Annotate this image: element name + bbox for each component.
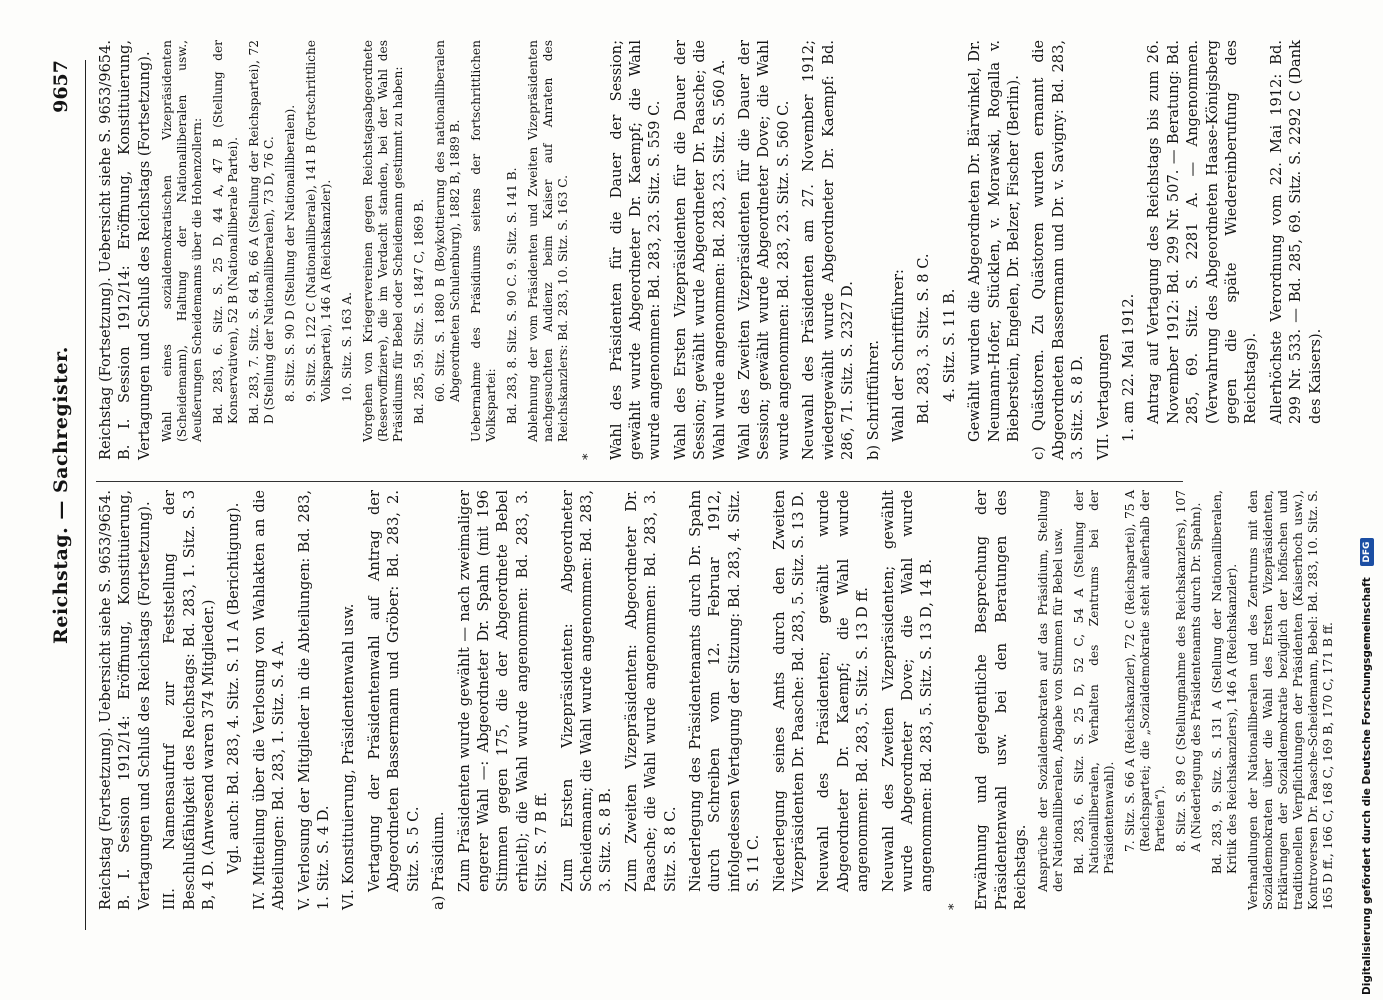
section-b-heading: b) Schriftführer. (864, 340, 882, 460)
left-column (96, 490, 1343, 910)
item-iii: III. Namensaufruf zur Feststellung der Beschlußfähigkeit des Reichstags: Bd. 283, 1. Sitz. S. 3 B, 4 D. (Anwesend waren 374 Mitglieder.) (161, 490, 218, 910)
uebernahme-entry: Uebernahme des Präsidiums seitens der fortschrittlichen Volkspartei: (469, 40, 499, 442)
reference-entry: Bd. 283, 9. Sitz. S. 131 A (Stellung der Nationalliberalen, Kritik des Reichskanzlers), 146 A (Reichskanzler). (1210, 490, 1240, 874)
reference-entry: 8. Sitz. S. 89 C (Stellungnahme des Reichskanzlers), 107 A (Niederlegung des Präsidentenamts durch Dr. Spahn). (1174, 490, 1204, 852)
presidium-entry: Zum Zweiten Vizepräsidenten: Abgeordneter Dr. Paasche; die Wahl wurde angenommen: Bd. 283, 3. Sitz. S. 8 C. (622, 490, 679, 892)
presidium-entry: Zum Ersten Vizepräsidenten: Abgeordneter Scheidemann; die Wahl wurde angenommen: Bd. 283, 3. Sitz. S. 8 B. (558, 490, 615, 892)
verhandlungen-entry: Verhandlungen der Nationalliberalen und des Zentrums mit den Sozialdemokraten über die Wahl des Ersten Vizepräsidenten, Erklärungen der Sozialdemokratie bezüglich der höfischen und traditionellen Verpflichtungen der Präsidenten (Kaiserhoch usw.), Kontroversen Dr. Paasche-Scheidemann, Bebel: Bd. 283, 10. Sitz. S. 165 D ff., 166 C, 168 C, 169 B, 170 C, 171 B ff. (1246, 490, 1336, 910)
reference-entry: Bd. 285, 59. Sitz. S. 1847 C, 1869 B. (412, 199, 427, 424)
reference-entry: Bd. 283, 8. Sitz. S. 90 C. 9. Sitz. S. 141 B. (505, 167, 520, 424)
wahl-entry: Wahl eines sozialdemokratischen Vizepräsidenten (Scheidemann), Haltung der Nationalliberalen usw., Aeußerungen Scheidemanns über die Hohenzollern: (160, 40, 205, 442)
item-v: V. Verlosung der Mitglieder in die Abteilungen: Bd. 283, 1. Sitz. S. 4 D. (295, 490, 333, 910)
page-number: 9657 (50, 60, 72, 113)
vii-1-heading: 1. am 22. Mai 1912. (1119, 293, 1137, 442)
page-title: Reichstag. — Sachregister. (50, 346, 72, 644)
page-header (50, 60, 86, 930)
wahl-praesident-entry: Wahl des Präsidenten für die Dauer der Session; gewählt wurde Abgeordneter Dr. Kaempf; die Wahl wurde angenommen: Bd. 283, 23. Sitz. S. 559 C. (607, 40, 664, 460)
reference-entry: Bd. 283, 6. Sitz. S. 25 D, 52 C, 54 A (Stellung der Nationalliberalen, Verhalten des Zentrums bei der Präsidentenwahl). (1072, 490, 1117, 874)
right-intro: Reichstag (Fortsetzung). Uebersicht siehe S. 9653/9654. B. I. Session 1912/14: Eröffnung, Konstituierung, Vertagungen und Schluß des Reichstags (Fortsetzung). (97, 40, 153, 460)
neuwahl-entry: Neuwahl des Präsidenten am 27. November 1912; wiedergewählt wurde Abgeordneter Dr. Kaempf: Bd. 286, 71. Sitz. S. 2327 D. (800, 40, 857, 460)
reference-entry: Bd. 283, 7. Sitz. S. 64 B, 66 A (Stellung der Reichspartei), 72 D (Stellung der Nationalliberalen), 73 D, 76 C. (247, 40, 277, 424)
header-rule (85, 60, 86, 930)
presidium-entry: Neuwahl des Präsidenten; gewählt wurde Abgeordneter Dr. Kaempf; die Wahl wurde angenommen: Bd. 283, 5. Sitz. S. 13 D ff. (815, 490, 872, 892)
ansprache-entry: Ansprüche der Sozialdemokraten auf das Präsidium, Stellung der Nationalliberalen, Abgabe von Stimmen für Bebel usw. (1036, 490, 1066, 892)
reference-entry: 10. Sitz. S. 163 A. (340, 291, 355, 402)
schriftfuehrer-wahl: Wahl der Schriftführer: (889, 269, 907, 442)
reference-entry: 8. Sitz. S. 90 D (Stellung der Nationalliberalen). (283, 104, 298, 402)
vertagung-antrag-entry: Antrag auf Vertagung des Reichstags bis zum 26. November 1912: Bd. 299 Nr. 507. — Beratung: Bd. 285, 69. Sitz. S. 2281 A. — Angenommen. (Verwahrung des Abgeordneten Haase-Königsberg gegen die späte Wiedereinberufung des Reichstags). (1145, 40, 1260, 424)
presidium-entry: Niederlegung des Präsidentenamts durch Dr. Spahn durch Schreiben vom 12. Februar 1912, infolgedessen Vertagung der Sitzung: Bd. 283, 4. Sitz. S. 11 C. (686, 490, 763, 892)
section-vii-heading: VII. Vertagungen (1094, 333, 1112, 460)
presidium-entry: Zum Präsidenten wurde gewählt — nach zweimaliger engerer Wahl —: Abgeordneter Dr. Spahn (mit 196 Stimmen gegen 175, die der Abgeordnete Bebel erhielt); die Wahl wurde angenommen: Bd. 283, 3. Sitz. S. 7 B ff. (455, 490, 551, 892)
section-c-entry: c) Quästoren. Zu Quästoren wurden ernannt die Abgeordneten Bassermann und Dr. v. Savigny: Bd. 283, 3. Sitz. S. 8 D. (1030, 40, 1087, 460)
reference-entry: 7. Sitz. S. 66 A (Reichskanzler), 72 C (Reichspartei), 75 A (Reichspartei; die „Sozialdemokratie steht außerhalb der Parteien“). (1123, 490, 1168, 852)
left-intro: Reichstag (Fortsetzung). Uebersicht siehe S. 9653/9654. B. I. Session 1912/14: Eröffnung, Konstituierung, Vertagungen und Schluß des Reichstags (Fortsetzung). (97, 490, 153, 910)
column-divider (96, 481, 1183, 482)
verordnung-entry: Allerhöchste Verordnung vom 22. Mai 1912: Bd. 299 Nr. 533. — Bd. 285, 69. Sitz. S. 2292 C (Dank des Kaisers). (1267, 40, 1324, 424)
wahl-zweiter-entry: Wahl des Zweiten Vizepräsidenten für die Dauer der Session; gewählt wurde Abgeordneter Dove; die Wahl wurde angenommen: Bd. 283, 23. Sitz. S. 560 C. (736, 40, 792, 460)
ablehnung-entry: Ablehnung der vom Präsidenten und Zweiten Vizepräsidenten nachgesuchten Audienz beim Kaiser auf Anraten des Reichskanzlers: Bd. 283, 10. Sitz. S. 163 C. (526, 40, 571, 442)
separator-star: * (946, 903, 962, 910)
dfg-logo: DFG (1360, 538, 1374, 566)
separator-star: * (581, 453, 597, 460)
reference-entry: 60. Sitz. S. 1880 B (Boykottierung des nationalliberalen Abgeordneten Schulenburg), 1882 B, 1889 B. (433, 40, 463, 402)
presidium-entry: Neuwahl des Zweiten Vizepräsidenten; gewählt wurde Abgeordneter Dove; die Wahl wurde angenommen: Bd. 283, 5. Sitz. S. 13 D, 14 B. (879, 490, 936, 892)
right-column (96, 40, 1343, 460)
item-iv: IV. Mitteilung über die Verlosung von Wahlakten an die Abteilungen: Bd. 283, 1. Sitz. S. 4 A. (250, 490, 288, 910)
wahl-erster-entry: Wahl des Ersten Vizepräsidenten für die Dauer der Session; gewählt wurde Abgeordneter Dr. Paasche; die Wahl wurde angenommen: Bd. 283, 23. Sitz. S. 560 A. (671, 40, 728, 460)
gewaehlt-entry: Gewählt wurden die Abgeordneten Dr. Bärwinkel, Dr. Neumann-Hofer, Stücklen, v. Morawski, Rogalla v. Bieberstein, Engelen, Dr. Belzer, Fischer (Berlin). (966, 40, 1022, 442)
reference-entry: 9. Sitz. S. 122 C (Nationalliberale), 141 B (Fortschrittliche Volkspartei), 146 A (Reichskanzler). (304, 40, 334, 402)
funding-note-text: Digitalisierung gefördert durch die Deutsche Forschungsgemeinschaft (1360, 577, 1373, 995)
item-vi: VI. Konstituierung, Präsidentenwahl usw. (340, 603, 358, 910)
item-vi-text: Vertagung der Präsidentenwahl auf Antrag der Abgeordneten Bassermann und Gröber: Bd. 283, 2. Sitz. S. 5 C. (365, 490, 422, 892)
reference-entry: Bd. 283, 6. Sitz. S. 25 D, 44 A, 47 B (Stellung der Konservativen), 52 B (Nationalliberale Partei). (211, 40, 241, 424)
digitization-note (1356, 0, 1376, 995)
section-a-heading: a) Präsidium. (430, 811, 448, 910)
reference-entry: Bd. 283, 3. Sitz. S. 8 C. (915, 253, 933, 424)
presidium-entry: Niederlegung seines Amts durch den Zweiten Vizepräsidenten Dr. Paasche: Bd. 283, 5. Sitz. S. 13 D. (770, 490, 807, 892)
item-iii-ref: Vgl. auch: Bd. 283, 4. Sitz. S. 11 A (Berichtigung). (225, 502, 243, 874)
vorgehen-entry: Vorgehen von Kriegervereinen gegen Reichstagsabgeordnete (Reservoffiziere), die im Verdacht standen, bei der Wahl des Präsidiums für Bebel oder Scheidemann gestimmt zu haben: (361, 40, 406, 442)
erwaehnung-heading: Erwähnung und gelegentliche Besprechung der Präsidentenwahl usw. bei den Beratungen des Reichstags. (973, 490, 1030, 910)
reference-entry: 4. Sitz. S. 11 B. (940, 288, 958, 402)
